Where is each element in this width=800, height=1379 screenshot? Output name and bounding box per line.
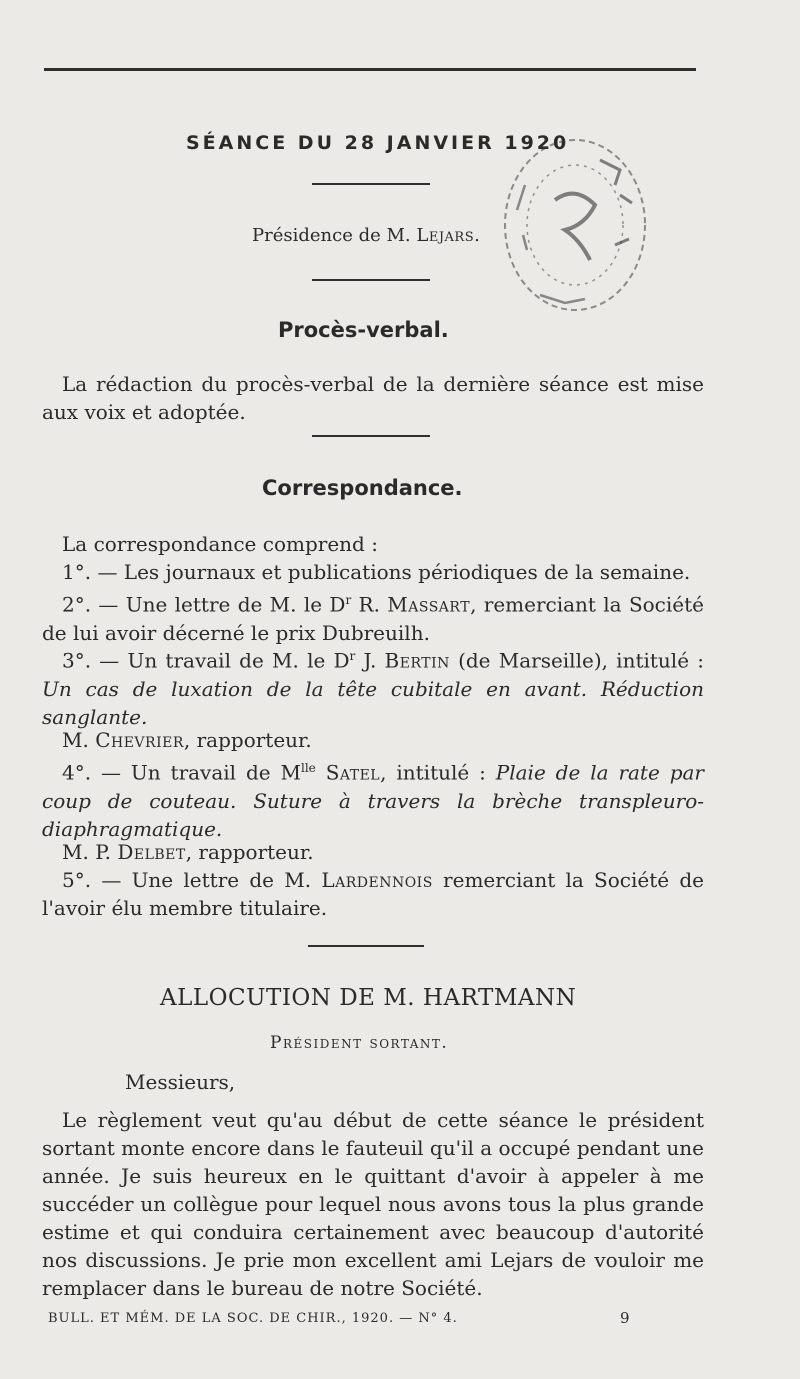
item-4-text-a: 4°. — Un travail de M [62, 760, 301, 785]
footer-citation: BULL. ET MÉM. DE LA SOC. DE CHIR., 1920. — N° 4. [48, 1311, 458, 1326]
item-4-sup: lle [301, 761, 316, 775]
allocution-title: ALLOCUTION DE M. HARTMANN [160, 985, 577, 1011]
correspondance-item-2 [42, 586, 704, 647]
page-number: 9 [620, 1309, 630, 1327]
allocution-body: Le règlement veut qu'au début de cette séance le président sortant monte encore dans le fauteuil qu'il a occupé pendant une année. Je suis heureux en le quittant d'avoir à appeler à me succéder un collègue pour lequel nous avons tous la plus grande estime et qui conduira certainement avec beaucoup d'autorité nos discussions. Je prie mon excellent ami Lejars de vouloir me remplacer dans le bureau de notre Société. [42, 1108, 704, 1300]
item-4-title: Plaie de la rate par coup de couteau. Suture à travers la brèche transpleuro-diaphragmatique. [42, 760, 704, 841]
item-4-name: Satel [325, 760, 381, 785]
item-2-text-b: R. [351, 592, 388, 617]
item-3-rapporteur-name: Chevrier [95, 728, 184, 752]
proces-verbal-text: La rédaction du procès-verbal de la dernière séance est mise aux voix et adoptée. [42, 372, 704, 424]
item-3-text-a: 3°. — Un travail de M. le D [62, 648, 350, 673]
item-3-text-c: (de Marseille), intitulé : [449, 648, 704, 673]
correspondance-item-1: 1°. — Les journaux et publications périodiques de la semaine. [62, 560, 691, 584]
item-2-text-c: , remerciant la Société de lui avoir décerné le prix Dubreuilh. [42, 592, 704, 645]
item-3-name: Bertin [384, 648, 450, 673]
correspondance-heading: Correspondance. [262, 476, 463, 500]
item-3-title: Un cas de luxation de la tête cubitale en avant. Réduction sanglante. [42, 676, 704, 729]
item-5-text-b: remerciant la Société de l'avoir élu membre titulaire. [42, 868, 704, 920]
presidence-rule [312, 279, 430, 281]
item-3-text-b: J. [355, 648, 385, 673]
item-4-rapporteur-prefix: M. P. [62, 840, 118, 864]
allocution-subtitle: Président sortant. [270, 1033, 449, 1053]
library-stamp-icon [495, 125, 660, 320]
item-2-name: Massart [387, 592, 471, 617]
proces-verbal-rule [312, 435, 430, 437]
item-5-name: Lardennois [321, 868, 433, 892]
correspondance-item-5 [42, 866, 704, 922]
seance-title: SÉANCE DU 28 JANVIER 1920 [186, 132, 570, 154]
item-4-rapporteur-name: Delbet [117, 840, 186, 864]
correspondance-item-3 [42, 642, 704, 731]
item-3-rapporteur-prefix: M. [62, 728, 96, 752]
item-2-text-a: 2°. — Une lettre de M. le D [62, 592, 346, 617]
item-3-sup: r [349, 649, 356, 663]
item-4-text-b [316, 761, 326, 785]
item-4-rapporteur [42, 838, 704, 866]
top-rule [44, 68, 696, 71]
item-3-rapporteur [42, 726, 704, 754]
correspondance-item-4 [42, 754, 704, 843]
item-3-rapporteur-suffix: , rapporteur. [183, 728, 312, 752]
allocution-salutation: Messieurs, [125, 1070, 236, 1094]
title-rule [312, 183, 430, 185]
item-2-sup: r [345, 593, 352, 607]
presidence-name: Lejars. [416, 225, 481, 246]
item-5-text-a: 5°. — Une lettre de M. [62, 868, 322, 892]
proces-verbal-heading: Procès-verbal. [278, 318, 449, 342]
presidence-prefix: Présidence de M. [252, 225, 411, 246]
correspondance-intro: La correspondance comprend : [62, 532, 378, 556]
item-4-text-c: , intitulé : [380, 760, 496, 785]
presidence-line [252, 225, 480, 246]
item-4-rapporteur-suffix: , rapporteur. [185, 840, 314, 864]
allocution-rule [308, 945, 424, 947]
